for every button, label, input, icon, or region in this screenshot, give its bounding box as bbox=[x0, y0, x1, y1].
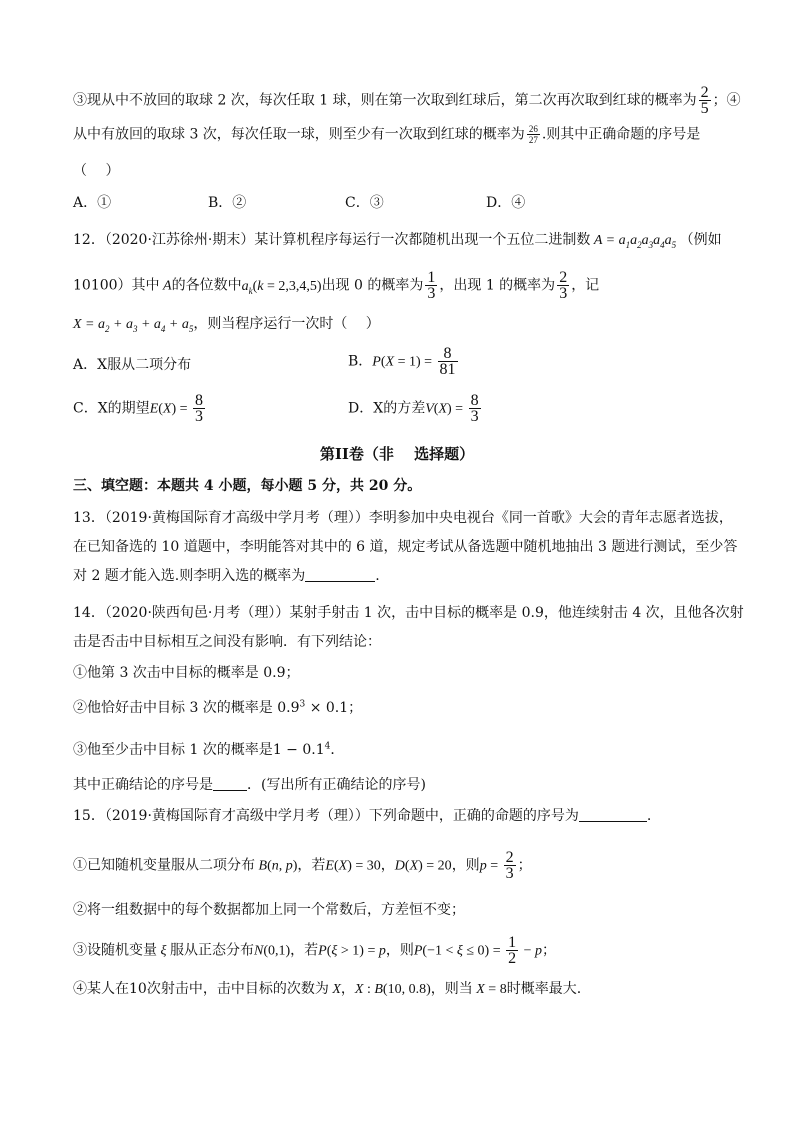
q13-line-2: 在已知备选的 10 道题中，李明能答对其中的 6 道，规定考试从备选题中随机地抽出 3 题进行测试，至少答 bbox=[73, 539, 738, 555]
q11-option-c: C．③ bbox=[345, 195, 384, 211]
answer-blank[interactable] bbox=[213, 776, 247, 791]
q12-option-d-fraction bbox=[469, 393, 481, 424]
q12-text: 出现 0 的概率为 bbox=[321, 277, 424, 294]
q12-line-3 bbox=[73, 314, 380, 335]
q15-line-1: 15．（2019·黄梅国际育才高级中学月考（理））下列命题中，正确的命题的序号为 . bbox=[73, 808, 652, 824]
q12-option-d: D．X的方差V(X) = $\frac{8}{3}$ bbox=[348, 392, 479, 425]
q11-text-1-end: ；④ bbox=[712, 92, 741, 109]
q13-line-3: 对 2 题才能入选.则李明入选的概率为 . bbox=[73, 568, 380, 584]
section-title: 第II卷（非 选择题） bbox=[319, 445, 475, 463]
q12-text: ，记 bbox=[571, 277, 600, 294]
q12-option-c-fraction bbox=[193, 393, 205, 424]
q12-option-c: C．X的期望E(X) = $\frac{8}{3}$ bbox=[73, 392, 204, 425]
section-3-heading: 三、填空题：本题共 4 小题，每小题 5 分，共 20 分。 bbox=[73, 478, 422, 494]
q11-answer-paren: （ ） bbox=[73, 163, 120, 179]
q15-fraction-1 bbox=[504, 850, 516, 881]
fraction-denominator: 81 bbox=[439, 361, 456, 378]
q15-fraction-3 bbox=[506, 935, 518, 966]
answer-blank[interactable] bbox=[305, 567, 375, 582]
fraction-denominator: 3 bbox=[427, 285, 436, 302]
q15-statement-4: ④某人在10次射击中，击中目标的次数为 X，X : B(10, 0.8)，则当 X = 8时概率最大. bbox=[73, 981, 582, 997]
q15-formula-binomial: B(n, p) bbox=[255, 858, 298, 874]
q12-line-2: 10100）其中 A的各位数中$a_k(k = 2,3,4,5)$出现 0 的概率为 $\frac{1}{3}$ ，出现 1 的概率为 $\frac{2}{3}$ ，记 bbox=[73, 269, 600, 302]
q12-text: ，出现 1 的概率为 bbox=[439, 277, 556, 294]
q11-text-2: 从中有放回的取球 3 次，每次任取一球，则至少有一次取到红球的概率为 bbox=[73, 126, 525, 143]
q12-sum-formula: $X = a_2 + a_3 + a_4 + a_5$ bbox=[73, 317, 194, 334]
q13-line-1: 13．（2019·黄梅国际育才高级中学月考（理））李明参加中央电视台《同一首歌》大会的青年志愿者选拔， bbox=[73, 510, 733, 526]
q15-statement-1: ①已知随机变量服从二项分布 B(n, p)，若E(X) = 30，D(X) = 20，则p = $\frac{2}{3}$ ； bbox=[73, 849, 532, 882]
q12-binary-formula: $A = a_1a_2a_3a_4a_5$ bbox=[590, 233, 677, 250]
q14-statement-3: ③他至少击中目标 1 次的概率是$1 - 0.1^4$． bbox=[73, 741, 345, 758]
q12-fraction-2 bbox=[557, 270, 569, 301]
q11-text-1: ③现从中不放回的取球 2 次，每次任取 1 球，则在第一次取到红球后，第二次再次取到红球的概率为 bbox=[73, 92, 697, 109]
fraction-denominator: 27 bbox=[528, 135, 538, 145]
q12-option-b-fraction bbox=[438, 346, 458, 377]
q12-digit-formula: $a_k(k = 2,3,4,5)$ bbox=[241, 278, 322, 296]
q11-option-a: A．① bbox=[73, 195, 112, 211]
q11-line-1 bbox=[73, 85, 741, 116]
answer-blank[interactable] bbox=[579, 807, 647, 822]
q12-text: 10100）其中 bbox=[73, 277, 160, 294]
q11-fraction-1 bbox=[699, 85, 711, 116]
q12-fraction-1 bbox=[425, 270, 437, 301]
q15-statement-2: ②将一组数据中的每个数据都加上同一个常数后，方差恒不变； bbox=[73, 902, 465, 918]
q14-line-2: 击是否击中目标相互之间没有影响．有下列结论： bbox=[73, 634, 381, 650]
q11-option-b: B．② bbox=[208, 195, 247, 211]
q14-formula-2: $0.9^3 \times 0.1$ bbox=[272, 699, 349, 716]
q14-statement-2: ②他恰好击中目标 3 次的概率是 $0.9^3 \times 0.1$； bbox=[73, 699, 363, 716]
fraction-numerator: 2 bbox=[700, 84, 709, 101]
q14-formula-3: $1 - 0.1^4$ bbox=[272, 741, 331, 758]
q12-option-b: B．P(X = 1) = $\frac{8}{81}$ bbox=[348, 345, 456, 378]
fraction-numerator: 2 bbox=[559, 269, 568, 286]
q15-statement-3: ③设随机变量 ξ 服从正态分布N(0,1)，若P(ξ > 1) = p，则P(−1 < ξ ≤ 0) = $\frac{1}{2}$ − p； bbox=[73, 934, 557, 967]
q14-answer-line: 其中正确结论的序号是 ．(写出所有正确结论的序号) bbox=[73, 777, 426, 793]
q11-option-d: D．④ bbox=[486, 195, 526, 211]
q12-line-1 bbox=[73, 230, 722, 251]
q12-intro: 12．（2020·江苏徐州·期末）某计算机程序每运行一次都随机出现一个五位二进制数 bbox=[73, 232, 591, 248]
fraction-numerator: 1 bbox=[508, 934, 517, 951]
q14-line-1: 14．（2020·陕西旬邑·月考（理））某射手射击 1 次，击中目标的概率是 0.9，他连续射击 4 次，且他各次射 bbox=[73, 605, 744, 621]
fraction-numerator: 26 bbox=[528, 124, 538, 134]
fraction-denominator: 3 bbox=[195, 408, 204, 425]
fraction-denominator: 3 bbox=[470, 408, 479, 425]
fraction-denominator: 5 bbox=[700, 100, 709, 117]
fraction-denominator: 3 bbox=[559, 285, 568, 302]
q14-statement-1: ①他第 3 次击中目标的概率是 0.9； bbox=[73, 665, 300, 681]
fraction-denominator: 2 bbox=[508, 950, 517, 967]
fraction-numerator: 1 bbox=[427, 269, 436, 286]
fraction-numerator: 8 bbox=[438, 346, 458, 362]
q11-text-2-end: .则其中正确命题的序号是 bbox=[541, 126, 701, 143]
q12-text: 的各位数中 bbox=[171, 277, 242, 294]
fraction-numerator: 8 bbox=[470, 392, 479, 409]
q12-option-a: A．X服从二项分布 bbox=[73, 357, 192, 373]
q12-text: ，则当程序运行一次时（ ） bbox=[193, 316, 380, 332]
fraction-denominator: 3 bbox=[505, 865, 514, 882]
fraction-numerator: 8 bbox=[195, 392, 204, 409]
q11-fraction-2 bbox=[527, 124, 540, 145]
q11-line-2 bbox=[73, 124, 700, 145]
q12-intro-tail: （例如 bbox=[679, 232, 722, 248]
fraction-numerator: 2 bbox=[505, 849, 514, 866]
